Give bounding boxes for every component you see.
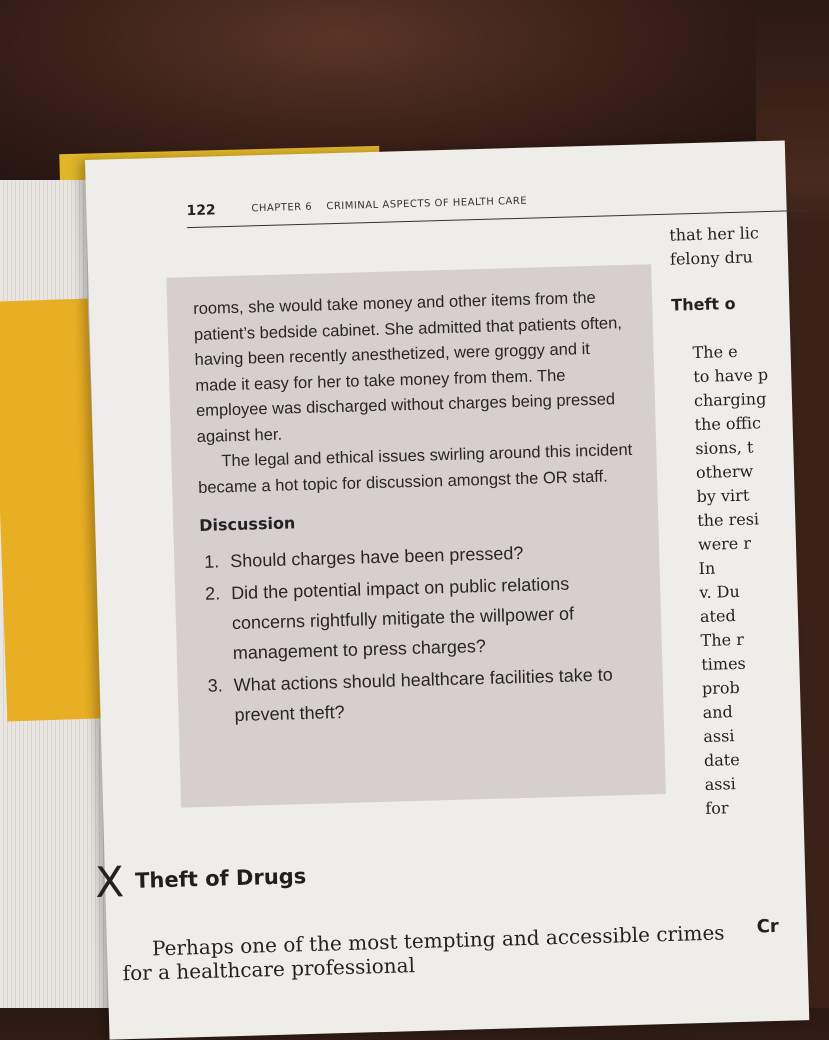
case-study-box	[166, 264, 666, 807]
right-line: v. Du	[699, 581, 741, 603]
right-line: were r	[697, 533, 752, 555]
question-item: 3. What actions should healthcare facilities take to prevent theft?	[227, 658, 645, 730]
right-line: The e	[692, 341, 738, 363]
right-line: and	[702, 702, 734, 722]
right-line: assi	[703, 726, 735, 746]
yellow-sticky-tab	[0, 298, 102, 721]
right-line: The r	[700, 629, 745, 650]
right-line: the resi	[697, 509, 760, 531]
right-line: the offic	[694, 413, 762, 435]
question-item: 2. Did the potential impact on public relations concerns rightfully mitigate the willpower of management to press charges?	[225, 566, 643, 668]
body-line: Perhaps one of the most tempting and accessible crimes	[151, 920, 725, 961]
section-title: Theft of Drugs	[134, 864, 307, 893]
handwritten-x-mark: X	[94, 857, 125, 907]
right-line: charging	[693, 389, 767, 411]
right-line: date	[703, 749, 740, 770]
right-line: times	[701, 653, 746, 674]
right-line: prob	[701, 677, 741, 698]
case-study-text	[193, 285, 645, 733]
case-paragraph-1: rooms, she would take money and other items from the patient’s bedside cabinet. She admitted that patients often, having been recently anesthetized, were groggy and it made it easy for her to take money from them. The employee was discharged without charges being pressed against her.	[192, 288, 623, 446]
right-top-line: felony dru	[669, 247, 753, 269]
right-line: by virt	[696, 485, 750, 507]
right-bottom-fragment: Cr	[756, 915, 780, 938]
section-heading	[94, 857, 307, 907]
right-line: ated	[699, 606, 736, 627]
question-item: 1. Should charges have been pressed?	[224, 534, 641, 576]
book-page	[85, 140, 809, 1039]
chapter-title: CRIMINAL ASPECTS OF HEALTH CARE	[326, 195, 528, 213]
right-line: for	[705, 798, 729, 818]
right-column-text	[668, 200, 805, 821]
body-line: for a healthcare professional	[122, 953, 416, 986]
right-line: In	[698, 558, 716, 579]
right-top-line: that her lic	[669, 223, 760, 245]
right-line: otherw	[695, 461, 754, 483]
page-number: 122	[186, 202, 216, 220]
right-line: assi	[704, 774, 737, 794]
discussion-questions	[200, 534, 645, 730]
chapter-label: CHAPTER 6	[251, 201, 313, 215]
right-line: sions, t	[695, 437, 754, 459]
right-line: to have p	[693, 365, 769, 387]
discussion-heading: Discussion	[198, 513, 296, 535]
right-heading: Theft o	[671, 293, 736, 315]
case-paragraph-2: The legal and ethical issues swirling around this incident became a hot topic for discussion amongst the OR staff.	[197, 440, 633, 497]
body-paragraph	[122, 920, 725, 986]
